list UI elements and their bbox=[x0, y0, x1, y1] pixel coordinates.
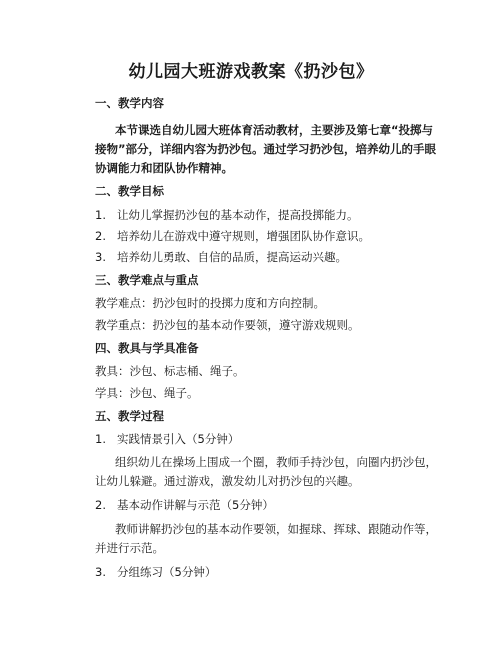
key-point-line: 教学重点：扔沙包的基本动作要领，遵守游戏规则。 bbox=[95, 318, 360, 332]
process-2-paragraph-line-2: 并进行示范。 bbox=[95, 541, 164, 555]
process-title-1: 实践情景引入（5分钟） bbox=[117, 432, 240, 446]
section-heading-objectives: 二、教学目标 bbox=[95, 184, 164, 198]
objective-text-1: 让幼儿掌握扔沙包的基本动作，提高投掷能力。 bbox=[117, 208, 359, 222]
objective-text-2: 培养幼儿在游戏中遵守规则，增强团队协作意识。 bbox=[117, 229, 370, 243]
objective-number-1: 1. bbox=[95, 208, 106, 222]
section-heading-process: 五、教学过程 bbox=[95, 409, 164, 423]
learning-tools-line: 学具：沙包、绳子。 bbox=[95, 386, 199, 400]
difficulty-line: 教学难点：扔沙包时的投掷力度和方向控制。 bbox=[95, 296, 325, 310]
section-heading-materials: 四、教具与学具准备 bbox=[95, 341, 199, 355]
objective-text-3: 培养幼儿勇敢、自信的品质，提高运动兴趣。 bbox=[117, 250, 347, 264]
process-title-2: 基本动作讲解与示范（5分钟） bbox=[117, 498, 274, 512]
process-number-2: 2. bbox=[95, 498, 106, 512]
process-2-paragraph-line-1: 教师讲解扔沙包的基本动作要领，如握球、挥球、跟随动作等， bbox=[115, 522, 437, 536]
section-heading-content: 一、教学内容 bbox=[95, 96, 164, 110]
objective-number-3: 3. bbox=[95, 250, 106, 264]
teaching-aids-line: 教具：沙包、标志桶、绳子。 bbox=[95, 364, 245, 378]
process-1-paragraph-line-2: 让幼儿躲避。通过游戏，激发幼儿对扔沙包的兴趣。 bbox=[95, 474, 360, 488]
content-paragraph-line-2: 接物”部分，详细内容为扔沙包。通过学习扔沙包，培养幼儿的手眼 bbox=[95, 142, 437, 156]
page-title: 幼儿园大班游戏教案《扔沙包》 bbox=[128, 62, 374, 82]
content-paragraph-line-3: 协调能力和团队协作精神。 bbox=[95, 161, 233, 175]
section-heading-difficulties: 三、教学难点与重点 bbox=[95, 273, 199, 287]
content-paragraph-line-1: 本节课选自幼儿园大班体育活动教材，主要涉及第七章“投掷与 bbox=[115, 123, 434, 137]
process-title-3: 分组练习（5分钟） bbox=[117, 565, 217, 579]
process-1-paragraph-line-1: 组织幼儿在操场上围成一个圈，教师手持沙包，向圈内扔沙包， bbox=[115, 455, 437, 469]
process-number-3: 3. bbox=[95, 565, 106, 579]
objective-number-2: 2. bbox=[95, 229, 106, 243]
process-number-1: 1. bbox=[95, 432, 106, 446]
